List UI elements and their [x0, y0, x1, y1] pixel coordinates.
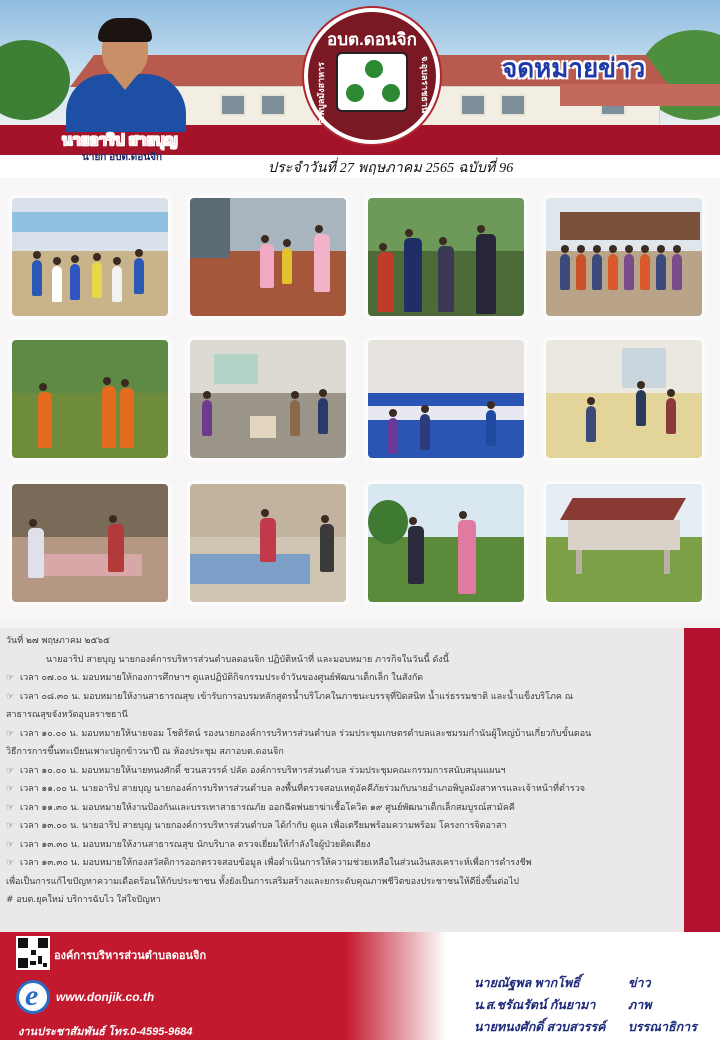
- official-name: นายอาริป สายบุญ: [62, 132, 178, 149]
- website-link[interactable]: www.donjik.co.th: [56, 990, 155, 1004]
- organization-name: องค์การบริหารส่วนตำบลดอนจิก: [54, 950, 207, 962]
- web-browser-icon: e: [16, 980, 50, 1014]
- report-closing: เพื่อเป็นการแก้ไขปัญหาความเดือดร้อนให้กับประชาชน ทั้งยังเป็นการเสริมสร้างและยกระดับคุณภาพชีวิตของประชาชนให้ดียิ่งขึ้นต่อไป: [6, 876, 519, 887]
- credit-row: [474, 1016, 714, 1038]
- qr-code-icon[interactable]: [16, 936, 50, 970]
- organization-seal: [304, 8, 440, 144]
- photo-home-visit-care: [12, 484, 168, 602]
- credit-name: น.ส.ชรัณรัตน์ กันยามา: [474, 998, 596, 1012]
- seal-right-text: จ.อุบลราชธานี: [420, 56, 430, 114]
- footer: [0, 932, 720, 1040]
- pointing-hand-icon: ☞: [6, 691, 15, 702]
- credit-name: นายณัฐพล พากโพธิ์: [474, 976, 580, 990]
- pointing-hand-icon: ☞: [6, 728, 15, 739]
- building-window: [260, 94, 286, 116]
- photo-committee-meeting: [546, 340, 702, 458]
- report-item: เวลา ๑๑.๓๐ น. มอบหมายให้งานป้องกันและบรรเทาสาธารณภัย ออกฉีดพ่นยาฆ่าเชื้อโควิด ๑๙ ศูนย์พัฒนาเด็กเล็กสมบูรณ์สามัคคี: [20, 802, 515, 813]
- building-window: [220, 94, 246, 116]
- pr-contact-phone: งานประชาสัมพันธ์ โทร.0-4595-9684: [18, 1026, 193, 1038]
- credit-row: [474, 972, 714, 994]
- report-item: เวลา ๐๗.๐๐ น. มอบหมายให้กองการศึกษาฯ ดูแลปฏิบัติกิจกรรมประจำวันของศูนย์พัฒนาเด็กเล็ก ในสังกัด: [20, 673, 424, 683]
- photo-childcare-room: [190, 198, 346, 316]
- photo-damaged-house: [546, 484, 702, 602]
- report-item: เวลา ๑๓.๐๐ น. นายอาริป สายบุญ นายกองค์การบริหารส่วนตำบล ได้กำกับ ดูแล เพื่อเตรียมพร้อมความพร้อม โครงการจิตอาสา: [20, 821, 507, 831]
- photo-meeting-hall: [368, 340, 524, 458]
- photo-childcare-kids: [12, 198, 168, 316]
- tree-graphic: [0, 40, 70, 120]
- report-date: วันที่ ๒๗ พฤษภาคม ๒๕๖๕: [6, 636, 110, 646]
- seal-left-text: อ.พิบูลมังสาหาร: [316, 62, 326, 124]
- pointing-hand-icon: ☞: [6, 765, 15, 776]
- panel-red-stripe: [684, 628, 720, 932]
- credit-name: นายทนงศักดิ์ สวบสวรรค์: [474, 1020, 606, 1034]
- report-intro: นายอาริป สายบุญ นายกองค์การบริหารส่วนตำบลดอนจิก ปฏิบัติหน้าที่ และมอบหมาย ภารกิจในวันนี้ ดังนี้: [46, 654, 449, 665]
- credit-role: บรรณาธิการ: [628, 1020, 697, 1034]
- report-item: เวลา ๑๑.๐๐ น. นายอาริป สายบุญ นายกองค์การบริหารส่วนตำบล ลงพื้นที่ตรวจสอบเหตุอัคคีภัยร่วมกับนายอำเภอพิบูลมังสาหารและเจ้าหน้าที่ตำรวจ: [20, 784, 586, 794]
- pointing-hand-icon: ☞: [6, 821, 15, 831]
- report-item: เวลา ๑๓.๓๐ น. มอบหมายให้งานสาธารณสุข นักบริบาล ตรวจเยี่ยมให้กำลังใจผู้ป่วยติดเตียง: [20, 839, 371, 850]
- daily-report-panel: [0, 628, 720, 932]
- photo-village-visit: [368, 484, 524, 602]
- photo-patient-visit: [190, 484, 346, 602]
- photo-training-room: [190, 340, 346, 458]
- pointing-hand-icon: ☞: [6, 784, 15, 794]
- official-title: นายก อบต.ดอนจิก: [82, 152, 163, 163]
- photo-rescue-team: [12, 340, 168, 458]
- seal-top-text: อบต.ดอนจิก: [327, 30, 417, 49]
- photo-field-inspection: [368, 198, 524, 316]
- report-item: เวลา ๑๐.๐๐ น. มอบหมายให้นายทนงศักดิ์ ชวนสวรรค์ ปลัด องค์การบริหารส่วนตำบล ร่วมประชุมคณะกรรมการสนับสนุนแผนฯ: [20, 765, 506, 776]
- issue-date-line: ประจำวันที่ 27 พฤษภาคม 2565 ฉบับที่ 96: [268, 161, 514, 176]
- clover-icon: [346, 84, 364, 102]
- clover-icon: [382, 84, 400, 102]
- pointing-hand-icon: ☞: [6, 673, 15, 683]
- credits-list: [474, 972, 714, 1038]
- report-item: เวลา ๐๘.๓๐ น. มอบหมายให้งานสาธารณสุข เข้ารับการอบรมหลักสูตรน้ำบริโภคในภาชนะบรรจุที่ปิดสนิท น้ำแร่ธรรมชาติ และน้ำแข็งบริโภค ณ: [20, 691, 574, 702]
- newsletter-title: จดหมายข่าว: [502, 53, 646, 83]
- report-item-continued: วิธีการการขึ้นทะเบียนเพาะปลูกข้าวนาปี ณ ห้องประชุม สภาอบต.ดอนจิก: [6, 747, 284, 757]
- report-item: เวลา ๑๓.๓๐ น. มอบหมายให้กองสวัสดิการออกตรวจสอบข้อมูล เพื่อดำเนินการให้ความช่วยเหลือในส่วนเงินสงเคราะห์เพื่อการดำรงชีพ: [20, 858, 532, 868]
- building-window: [460, 94, 486, 116]
- building-window: [500, 94, 526, 116]
- report-text: [6, 632, 682, 910]
- credit-row: [474, 994, 714, 1016]
- photo-staff-group: [546, 198, 702, 316]
- clover-icon: [365, 60, 383, 78]
- photo-collage: [0, 178, 720, 622]
- report-item: เวลา ๑๐.๐๐ น. มอบหมายให้นายจอม โชติรัตน์ รองนายกองค์การบริหารส่วนตำบล ร่วมประชุมเกษตรตำบลและชมรมกำนันผู้ใหญ่บ้านเกี่ยวกับขั้นตอน: [20, 728, 592, 739]
- credit-role: ภาพ: [628, 998, 652, 1012]
- report-hashtag: # อบต.ยุคใหม่ บริการฉับไว ใส่ใจปัญหา: [6, 895, 161, 905]
- official-portrait: [62, 18, 190, 128]
- pointing-hand-icon: ☞: [6, 839, 15, 850]
- seal-emblem: [336, 52, 408, 112]
- pointing-hand-icon: ☞: [6, 802, 15, 813]
- pointing-hand-icon: ☞: [6, 858, 15, 868]
- report-item-continued: สาธารณสุขจังหวัดอุบลราชธานี: [6, 710, 128, 720]
- header-banner: [0, 0, 720, 178]
- credit-role: ข่าว: [628, 976, 651, 990]
